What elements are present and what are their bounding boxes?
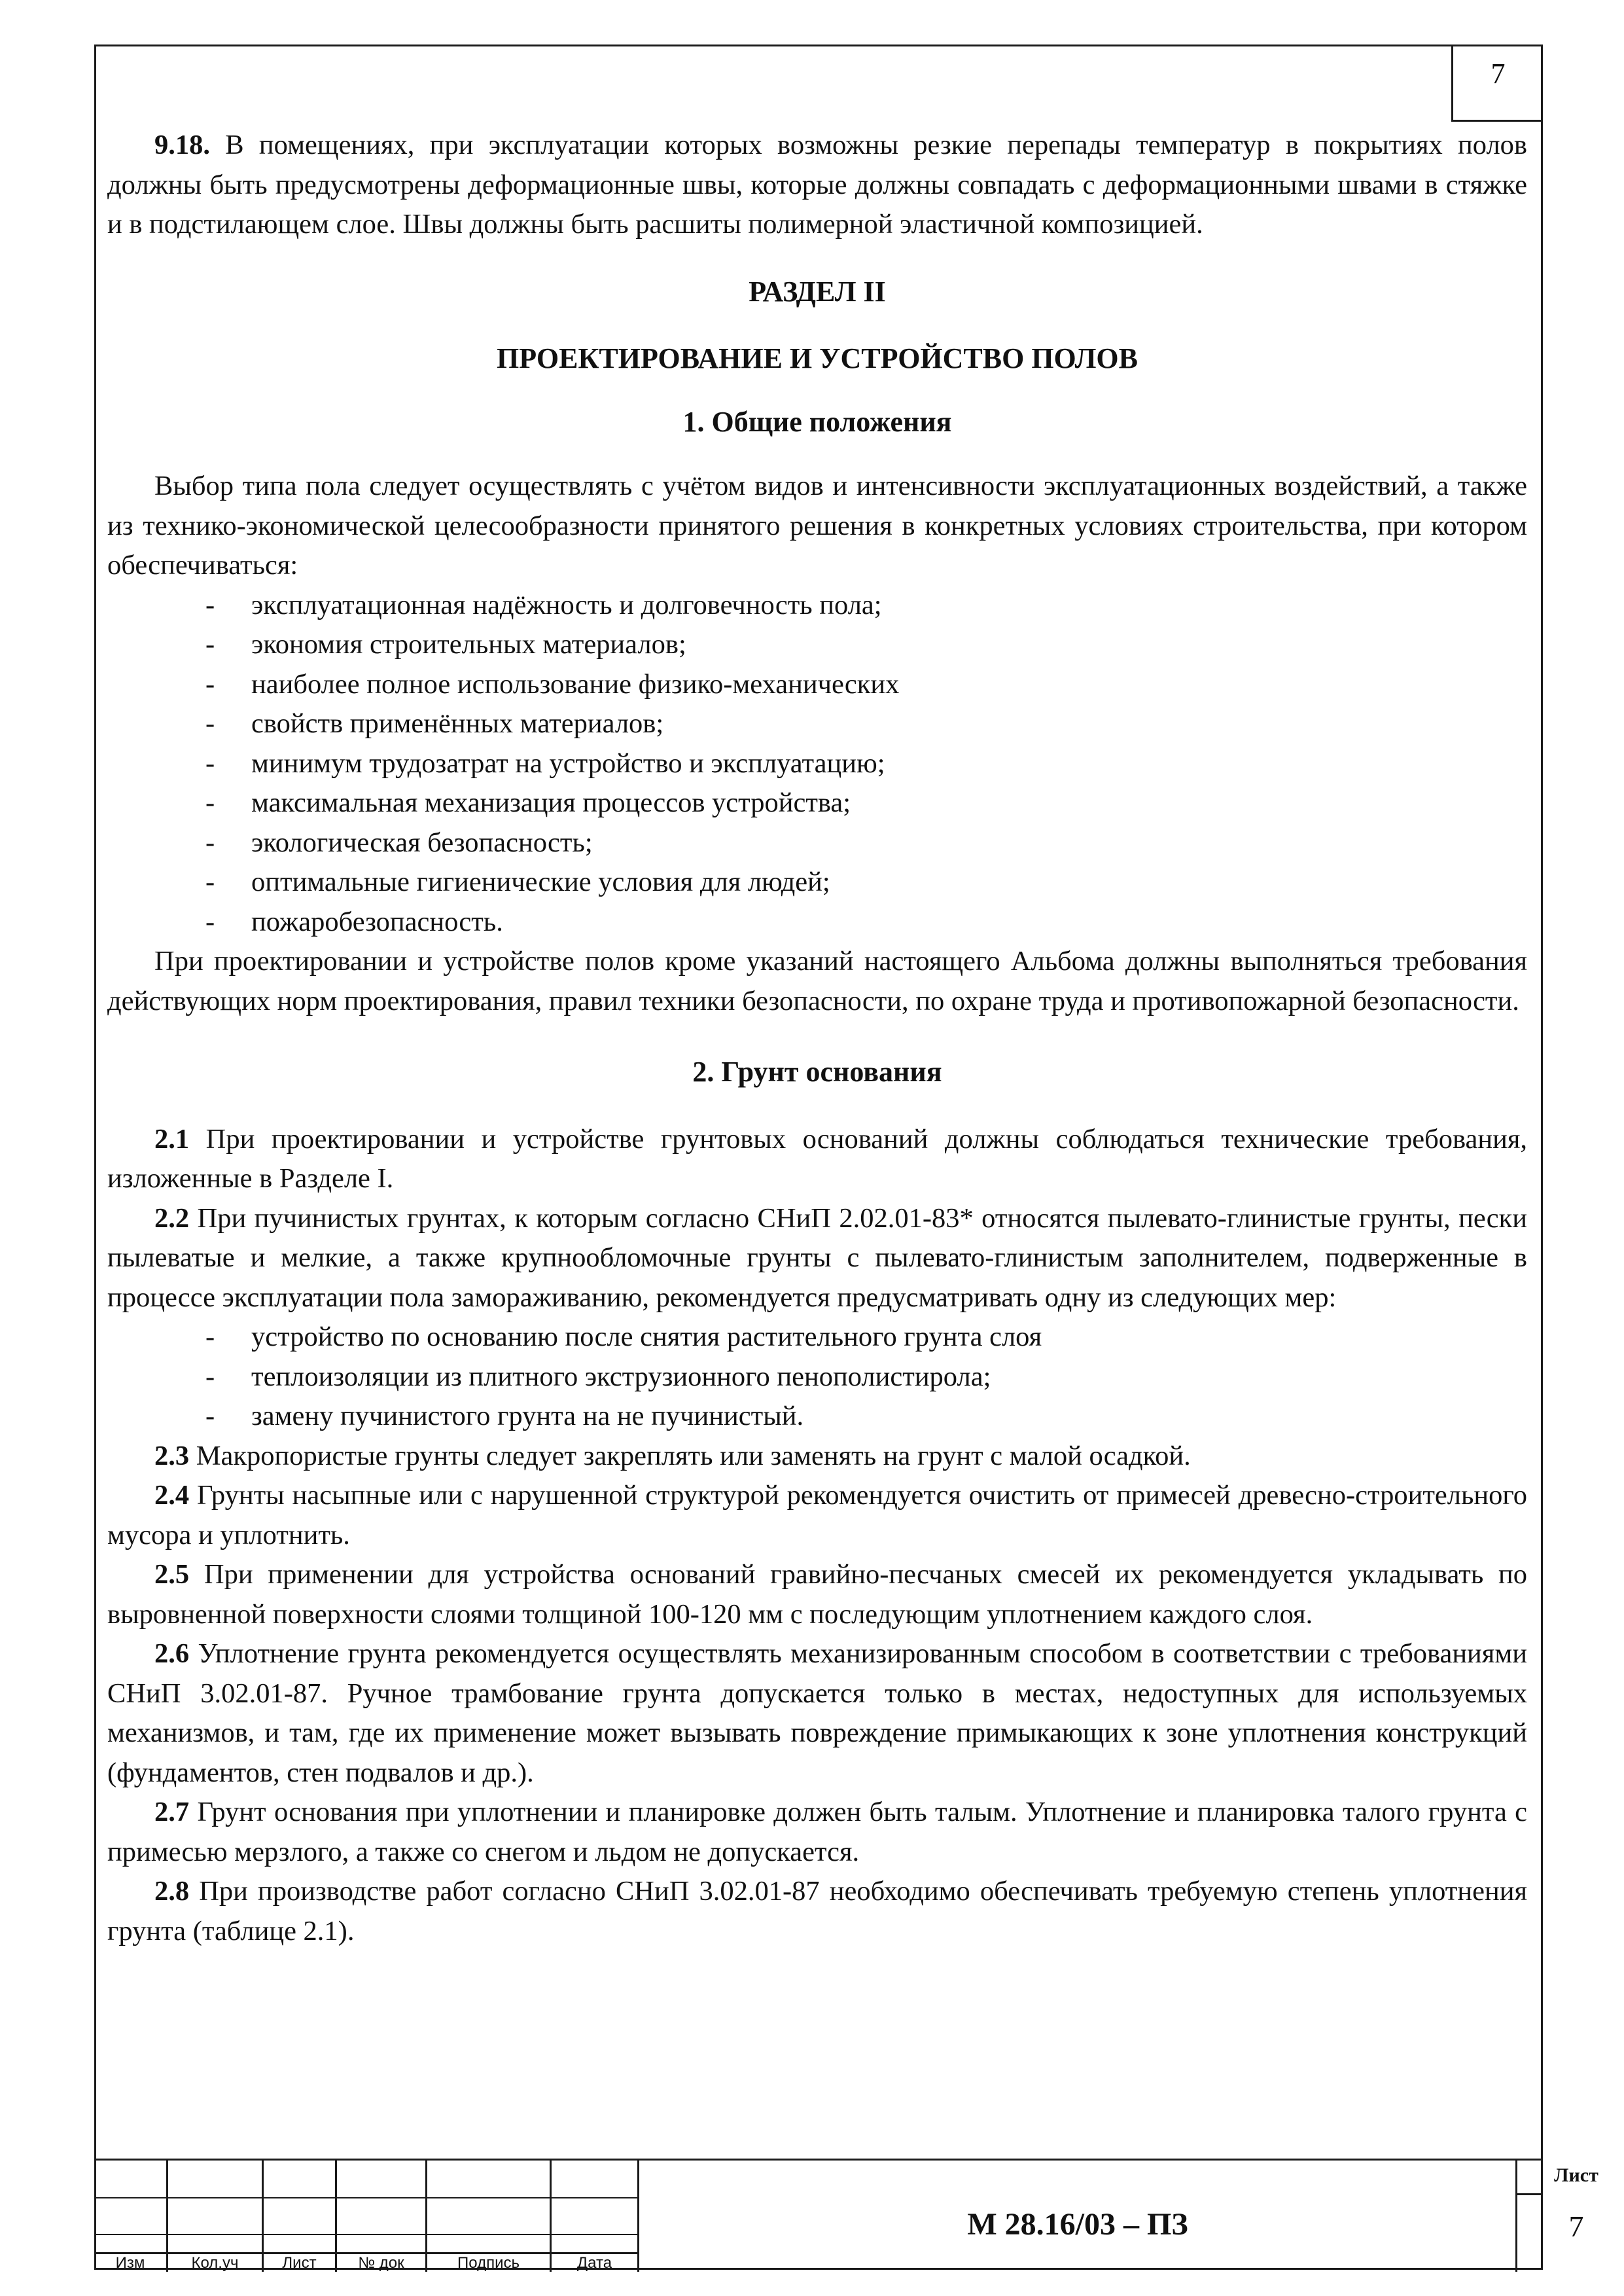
paragraph-design-requirements: При проектировании и устройстве полов кроме указаний настоящего Альбома должны выполняться требования действующих норм проектирования, правил техники безопасности, по охране труда и противопожарной безопасности. — [107, 946, 1527, 1016]
list-item: - оптимальные гигиенические условия для людей; — [107, 863, 1527, 903]
paragraph-text: При производстве работ согласно СНиП 3.02.01-87 необходимо обеспечивать требуемую степень уплотнения грунта (таблице 2.1). — [107, 1876, 1527, 1946]
paragraph-number: 9.18. — [154, 130, 210, 160]
list-item: - экономия строительных материалов; — [107, 625, 1527, 665]
paragraph-number: 2.1 — [154, 1123, 190, 1155]
paragraph-2-4 — [107, 1476, 1527, 1555]
document-body — [107, 126, 1527, 1951]
list-item: - пожаробезопасность. — [107, 903, 1527, 942]
paragraph-text: Уплотнение грунта рекомендуется осуществлять механизированным способом в соответствии с требованиями СНиП 3.02.01-87. Ручное трамбование грунта допускается только в местах, недоступных для используемых механизмов, и там, где их применение может вызывать повреждение примыкающих к зоне уплотнения конструкций (фундаментов, стен подвалов и др.). — [107, 1638, 1527, 1788]
paragraph-number: 2.5 — [154, 1559, 190, 1590]
paragraph-text: При проектировании и устройстве грунтовых оснований должны соблюдаться технические требования, изложенные в Разделе I. — [107, 1123, 1527, 1194]
paragraph-text: В помещениях, при эксплуатации которых возможны резкие перепады температур в покрытиях полов должны быть предусмотрены деформационные швы, которые должны совпадать с деформационными швами в стяжке и в подстилающем слое. Швы должны быть расшиты полимерной эластичной композицией. — [107, 130, 1527, 240]
paragraph-2-1 — [107, 1120, 1527, 1199]
list-item: - экологическая безопасность; — [107, 823, 1527, 863]
stamp-label-kol: Кол.уч — [191, 2254, 239, 2272]
paragraph-2-7 — [107, 1793, 1527, 1872]
list-item: - устройство по основанию после снятия растительного грунта слоя — [107, 1318, 1527, 1357]
paragraph-2-5 — [107, 1555, 1527, 1634]
paragraph-2-3 — [107, 1437, 1527, 1477]
subsection-heading-soil: 2. Грунт основания — [692, 1056, 942, 1088]
paragraph-9-18 — [107, 126, 1527, 245]
list-item: - свойств применённых материалов; — [107, 704, 1527, 744]
title-block — [94, 2159, 1598, 2272]
measures-list — [107, 1318, 1527, 1437]
paragraph-number: 2.3 — [154, 1440, 190, 1471]
page-number-corner: 7 — [1451, 45, 1543, 122]
section-title: ПРОЕКТИРОВАНИЕ И УСТРОЙСТВО ПОЛОВ — [497, 342, 1138, 374]
stamp-label-list: Лист — [282, 2254, 317, 2272]
paragraph-number: 2.6 — [154, 1638, 190, 1669]
requirements-list — [107, 586, 1527, 942]
paragraph-text: Грунт основания при уплотнении и планировке должен быть талым. Уплотнение и планировка талого грунта с примесью мерзлого, а также со снегом и льдом не допускается. — [107, 1797, 1527, 1867]
paragraph-text: При применении для устройства оснований гравийно-песчаных смесей их рекомендуется укладывать по выровненной поверхности слоями толщиной 100-120 мм с последующим уплотнением каждого слоя. — [107, 1559, 1527, 1630]
stamp-label-doc: № док — [358, 2254, 404, 2272]
paragraph-number: 2.8 — [154, 1876, 190, 1907]
paragraph-text: Макропористые грунты следует закреплять или заменять на грунт с малой осадкой. — [189, 1440, 1191, 1471]
sheet-label: Лист — [1554, 2164, 1598, 2186]
list-item: - минимум трудозатрат на устройство и эксплуатацию; — [107, 744, 1527, 784]
document-code: М 28.16/03 – ПЗ — [967, 2207, 1188, 2242]
subsection-heading-general: 1. Общие положения — [682, 405, 952, 438]
stamp-label-date: Дата — [576, 2254, 612, 2272]
paragraph-number: 2.2 — [154, 1202, 190, 1234]
paragraph-2-2 — [107, 1199, 1527, 1318]
paragraph-floor-choice: Выбор типа пола следует осуществлять с учётом видов и интенсивности эксплуатационных воздействий, а также из технико-экономической целесообразности принятого решения в конкретных условиях строительства, при котором обеспечиваться: — [107, 471, 1527, 581]
stamp-label-signature: Подпись — [457, 2254, 520, 2272]
list-item-continuation: - теплоизоляции из плитного экструзионного пенополистирола; — [107, 1357, 1527, 1397]
paragraph-text: Грунты насыпные или с нарушенной структурой рекомендуется очистить от примесей древесно-строительного мусора и уплотнить. — [107, 1480, 1527, 1551]
paragraph-2-8 — [107, 1872, 1527, 1951]
paragraph-text: При пучинистых грунтах, к которым согласно СНиП 2.02.01-83* относятся пылевато-глинистые грунты, пески пылеватые и мелкие, а также крупнообломочные грунты с пылевато-глинистым заполнителем, подверженные в процессе эксплуатации пола замораживанию, рекомендуется предусматривать одну из следующих мер: — [107, 1202, 1527, 1313]
paragraph-number: 2.4 — [154, 1480, 190, 1511]
list-item: - максимальная механизация процессов устройства; — [107, 783, 1527, 823]
stamp-label-izm: Изм — [115, 2254, 145, 2272]
sheet-number: 7 — [1568, 2210, 1584, 2243]
paragraph-2-6 — [107, 1634, 1527, 1793]
section-label: РАЗДЕЛ II — [749, 275, 886, 308]
list-item: - замену пучинистого грунта на не пучинистый. — [107, 1397, 1527, 1437]
list-item: - эксплуатационная надёжность и долговечность пола; — [107, 586, 1527, 626]
paragraph-number: 2.7 — [154, 1797, 190, 1827]
list-item: - наиболее полное использование физико-механических — [107, 665, 1527, 705]
